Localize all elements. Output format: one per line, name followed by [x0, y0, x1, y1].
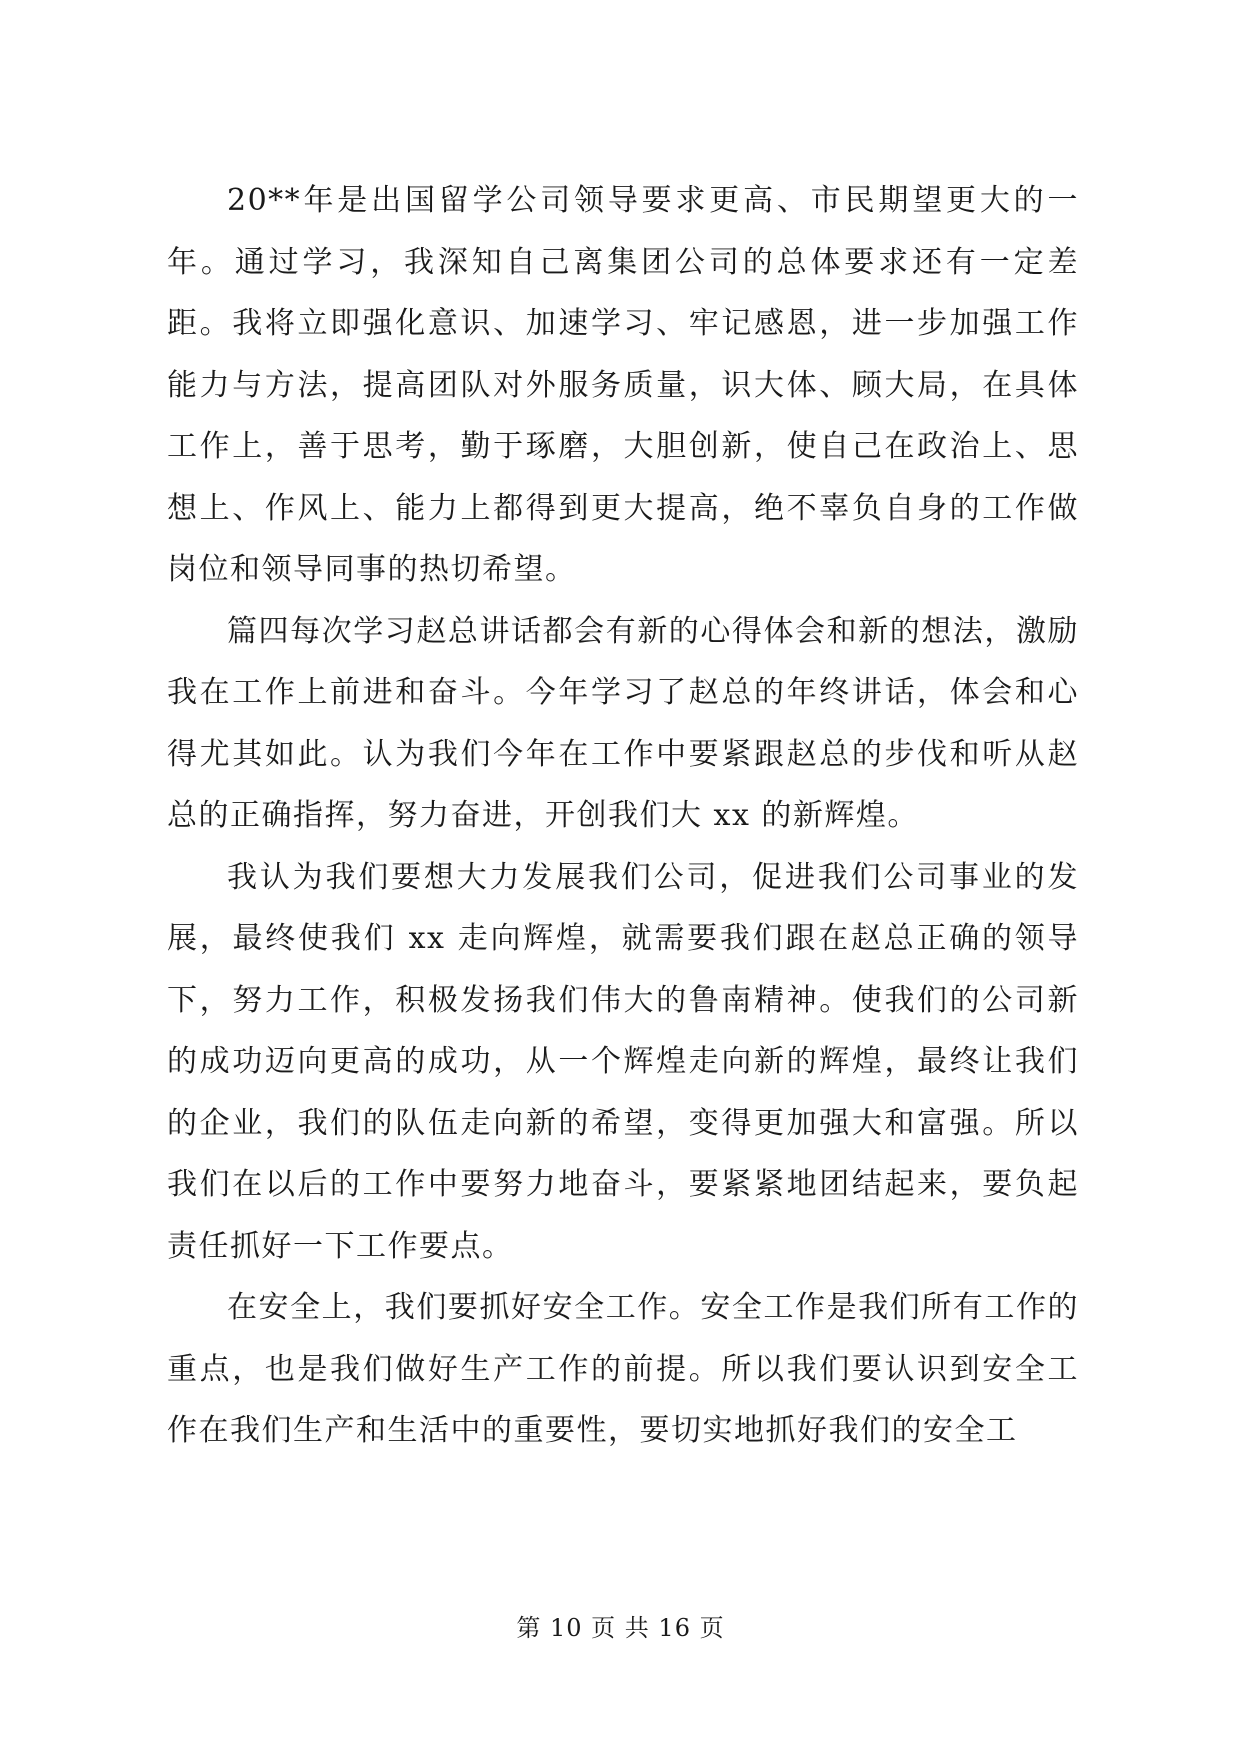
paragraph-1: 20**年是出国留学公司领导要求更高、市民期望更大的一年。通过学习，我深知自己离集团公司的总体要求还有一定差距。我将立即强化意识、加速学习、牢记感恩，进一步加强工作能力与方法，提高团队对外服务质量，识大体、顾大局，在具体工作上，善于思考，勤于琢磨，大胆创新，使自己在政治上、思想上、作风上、能力上都得到更大提高，绝不辜负自身的工作做岗位和领导同事的热切希望。: [167, 183, 1079, 587]
paragraph-4: 在安全上，我们要抓好安全工作。安全工作是我们所有工作的重点，也是我们做好生产工作的前提。所以我们要认识到安全工作在我们生产和生活中的重要性，要切实地抓好我们的安全工: [167, 1290, 1079, 1448]
page-body: [167, 170, 1079, 1462]
paragraph-2: 篇四每次学习赵总讲话都会有新的心得体会和新的想法，激励我在工作上前进和奋斗。今年学习了赵总的年终讲话，体会和心得尤其如此。认为我们今年在工作中要紧跟赵总的步伐和听从赵总的正确指挥，努力奋进，开创我们大 xx 的新辉煌。: [167, 613, 1079, 833]
paragraph-3: 我认为我们要想大力发展我们公司，促进我们公司事业的发展，最终使我们 xx 走向辉煌，就需要我们跟在赵总正确的领导下，努力工作，积极发扬我们伟大的鲁南精神。使我们的公司新的成功迈向更高的成功，从一个辉煌走向新的辉煌，最终让我们的企业，我们的队伍走向新的希望，变得更加强大和富强。所以我们在以后的工作中要努力地奋斗，要紧紧地团结起来，要负起责任抓好一下工作要点。: [167, 859, 1079, 1264]
page-number-footer: 第 10 页 共 16 页: [516, 1614, 725, 1642]
